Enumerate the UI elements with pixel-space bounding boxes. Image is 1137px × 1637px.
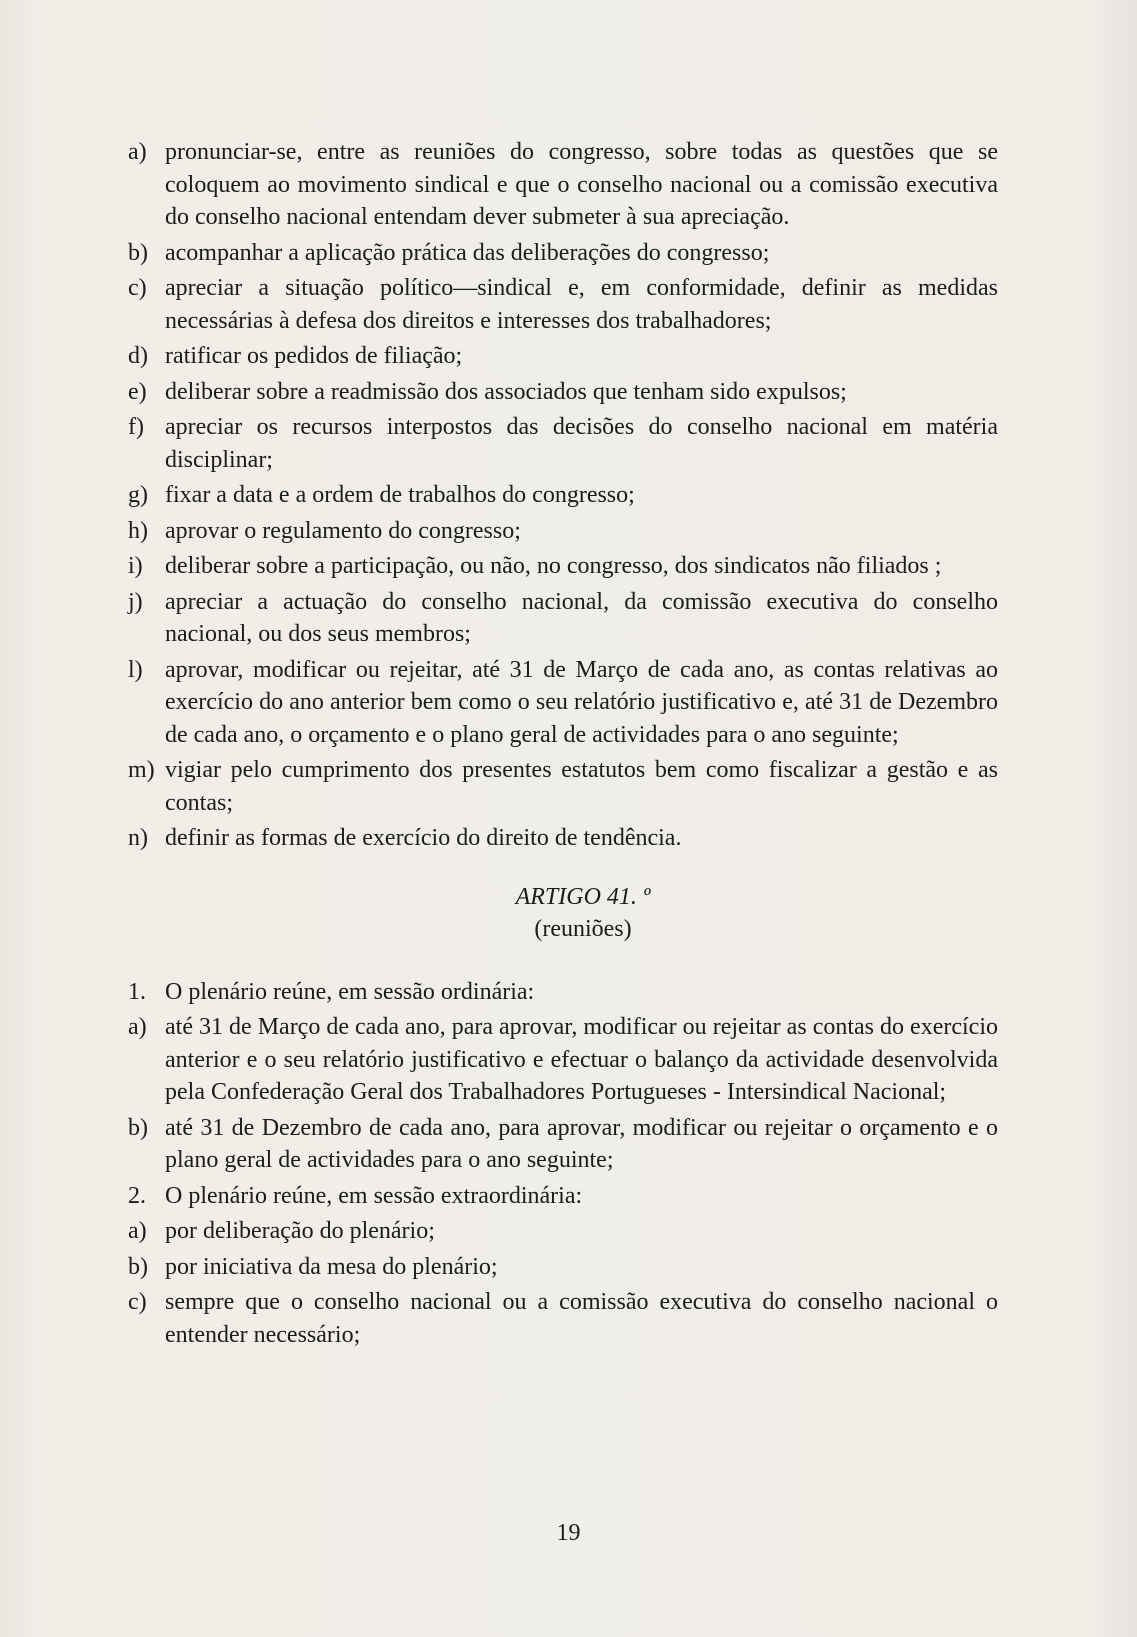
- list-marker: a): [128, 1014, 147, 1040]
- list-item: [128, 1251, 998, 1284]
- numbered-paragraph: [128, 1180, 998, 1213]
- list-marker: d): [128, 343, 148, 369]
- list-item-text: ratificar os pedidos de filiação;: [165, 343, 463, 369]
- list-item-text: vigiar pelo cumprimento dos presentes estatutos bem como fiscalizar a gestão e as contas;: [165, 757, 998, 816]
- list-item: [128, 1215, 998, 1248]
- list-marker: h): [128, 517, 148, 544]
- list-item: [128, 136, 998, 234]
- page-number: 19: [556, 1520, 581, 1546]
- page-content: [128, 136, 998, 1354]
- list-item-text: aprovar, modificar ou rejeitar, até 31 de Março de cada ano, as contas relativas ao exercício do ano anterior bem como o seu relatório justificativo e, até 31 de Dezembro de cada ano, o orçamento e o plano geral de actividades para o ano seguinte;: [165, 656, 998, 748]
- list-marker: b): [128, 239, 148, 266]
- list-marker: n): [128, 825, 148, 851]
- list-item-text: aprovar o regulamento do congresso;: [165, 517, 521, 544]
- list-item: [128, 479, 998, 512]
- list-marker: b): [128, 1253, 148, 1280]
- list-item-text: sempre que o conselho nacional ou a comissão executiva do conselho nacional o entender necessário;: [165, 1289, 998, 1348]
- list-item: [128, 237, 998, 270]
- list-item: [128, 654, 998, 752]
- competences-list: [128, 136, 998, 855]
- list-item-text: apreciar a situação político—sindical e, em conformidade, definir as medidas necessárias à defesa dos direitos e interesses dos trabalhadores;: [165, 275, 998, 334]
- list-item: [128, 1011, 998, 1109]
- list-item-text: deliberar sobre a participação, ou não, no congresso, dos sindicatos não filiados ;: [165, 553, 942, 579]
- list-item-text: fixar a data e a ordem de trabalhos do congresso;: [165, 482, 635, 508]
- list-marker: c): [128, 1289, 147, 1315]
- list-item-text: por deliberação do plenário;: [165, 1218, 435, 1244]
- numbered-paragraph: [128, 976, 998, 1009]
- list-item-text: deliberar sobre a readmissão dos associados que tenham sido expulsos;: [165, 378, 847, 405]
- list-item-text: pronunciar-se, entre as reuniões do congresso, sobre todas as questões que se coloquem ao movimento sindical e que o conselho nacional ou a comissão executiva do conselho nacional entendam dever submeter à sua apreciação.: [165, 139, 998, 230]
- list-item: [128, 340, 998, 373]
- paragraph-text: O plenário reúne, em sessão ordinária:: [165, 978, 535, 1005]
- list-item: [128, 1112, 998, 1177]
- article-title: ARTIGO 41. º: [515, 883, 651, 910]
- list-marker: f): [128, 414, 144, 440]
- spacer: [128, 946, 998, 976]
- list-marker: l): [128, 656, 143, 683]
- list-item: [128, 411, 998, 476]
- list-marker: e): [128, 378, 147, 405]
- list-item-text: definir as formas de exercício do direito de tendência.: [165, 825, 682, 851]
- paragraph-number: 1.: [128, 978, 146, 1005]
- list-marker: b): [128, 1114, 148, 1141]
- list-item-text: apreciar os recursos interpostos das decisões do conselho nacional em matéria disciplinar;: [165, 414, 998, 473]
- list-marker: j): [128, 588, 143, 615]
- list-item-text: apreciar a actuação do conselho nacional, da comissão executiva do conselho nacional, ou dos seus membros;: [165, 588, 998, 647]
- list-item: [128, 586, 998, 651]
- list-item: [128, 1286, 998, 1351]
- list-marker: c): [128, 275, 147, 301]
- list-marker: g): [128, 482, 148, 508]
- list-item-text: por iniciativa da mesa do plenário;: [165, 1253, 498, 1280]
- list-item: [128, 754, 998, 819]
- list-item-text: até 31 de Março de cada ano, para aprovar, modificar ou rejeitar as contas do exercício anterior e o seu relatório justificativo e efectuar o balanço da actividade desenvolvida pela Confederação Geral dos Trabalhadores Portugueses - Intersindical Nacional;: [165, 1014, 998, 1105]
- list-item-text: acompanhar a aplicação prática das deliberações do congresso;: [165, 239, 770, 266]
- list-marker: a): [128, 1218, 147, 1244]
- article-subtitle: (reuniões): [534, 916, 632, 942]
- list-item-text: até 31 de Dezembro de cada ano, para aprovar, modificar ou rejeitar o orçamento e o plano geral de actividades para o ano seguinte;: [165, 1114, 998, 1173]
- paragraph-number: 2.: [128, 1182, 146, 1209]
- section-ordinary: [128, 976, 998, 1177]
- list-marker: a): [128, 139, 147, 165]
- list-marker: i): [128, 553, 143, 579]
- section-extraordinary: [128, 1180, 998, 1352]
- list-item: [128, 272, 998, 337]
- paragraph-text: O plenário reúne, em sessão extraordinária:: [165, 1182, 583, 1209]
- article-heading: [128, 881, 998, 946]
- list-marker: m): [128, 757, 155, 783]
- list-item: [128, 515, 998, 548]
- list-item: [128, 550, 998, 583]
- list-item: [128, 822, 998, 855]
- list-item: [128, 376, 998, 409]
